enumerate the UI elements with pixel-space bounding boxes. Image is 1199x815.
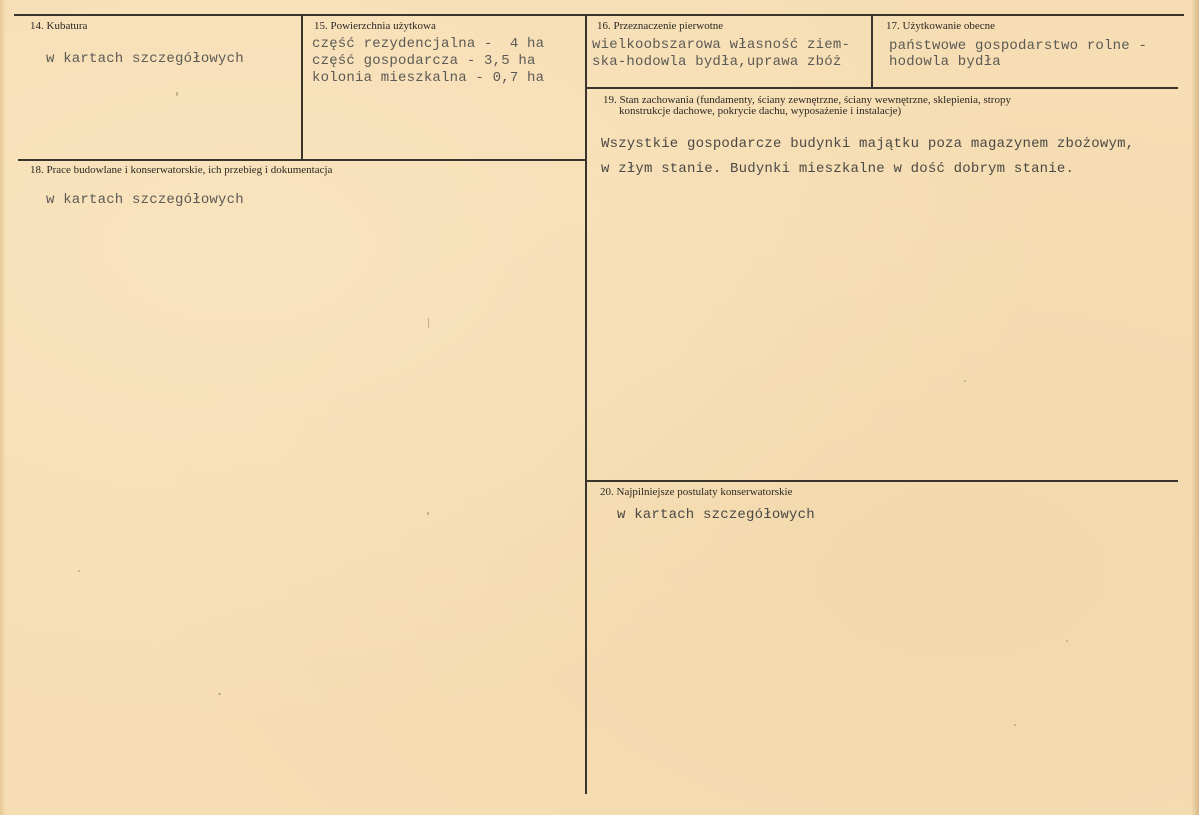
top-border-line <box>14 14 1184 16</box>
field-19-label-line-2: konstrukcje dachowe, pokrycie dachu, wyposażenie i instalacje) <box>619 105 902 117</box>
paper-speck <box>964 380 966 382</box>
field-15-label: 15. Powierzchnia użytkowa <box>314 20 436 32</box>
paper-speck <box>428 318 429 328</box>
card-right-edge <box>1191 0 1199 815</box>
field-20-value: w kartach szczegółowych <box>617 507 815 523</box>
field-19-label-line-1: 19. Stan zachowania (fundamenty, ściany zewnętrzne, ściany wewnętrzne, sklepienia, stropy <box>603 94 1011 106</box>
divider-col-16-17 <box>871 16 873 88</box>
paper-speck <box>218 693 221 695</box>
field-17-line-1: państwowe gospodarstwo rolne - <box>889 38 1148 54</box>
field-15-line-3: kolonia mieszkalna - 0,7 ha <box>312 70 545 86</box>
field-19-line-1: Wszystkie gospodarcze budynki majątku poza magazynem zbożowym, <box>601 136 1135 152</box>
divider-field20 <box>586 480 1178 482</box>
paper-speck <box>176 92 178 96</box>
field-16-line-2: ska-hodowla bydła,uprawa zbóż <box>592 54 842 70</box>
field-19-line-2: w złym stanie. Budynki mieszkalne w dość dobrym stanie. <box>601 161 1075 177</box>
paper-speck <box>427 512 429 515</box>
field-15-line-1: część rezydencjalna - 4 ha <box>312 36 545 52</box>
divider-col-14-15 <box>301 16 303 159</box>
field-20-label: 20. Najpilniejsze postulaty konserwatorskie <box>600 486 793 498</box>
field-18-value: w kartach szczegółowych <box>46 192 244 208</box>
field-17-line-2: hodowla bydła <box>889 54 1001 70</box>
field-16-label: 16. Przeznaczenie pierwotne <box>597 20 724 32</box>
field-14-label: 14. Kubatura <box>30 20 88 32</box>
field-18-label: 18. Prace budowlane i konserwatorskie, ich przebieg i dokumentacja <box>30 164 333 176</box>
field-17-label: 17. Użytkowanie obecne <box>886 20 996 32</box>
field-16-line-1: wielkoobszarowa własność ziem- <box>592 37 851 53</box>
paper-speck <box>1014 724 1016 726</box>
card-left-edge <box>0 0 6 815</box>
paper-speck <box>1066 640 1068 642</box>
divider-row1-right <box>586 87 1178 89</box>
divider-row1-left <box>18 159 586 161</box>
divider-col-main <box>585 16 587 794</box>
paper-speck <box>78 570 80 572</box>
field-14-value: w kartach szczegółowych <box>46 51 244 67</box>
field-15-line-2: część gospodarcza - 3,5 ha <box>312 53 536 69</box>
